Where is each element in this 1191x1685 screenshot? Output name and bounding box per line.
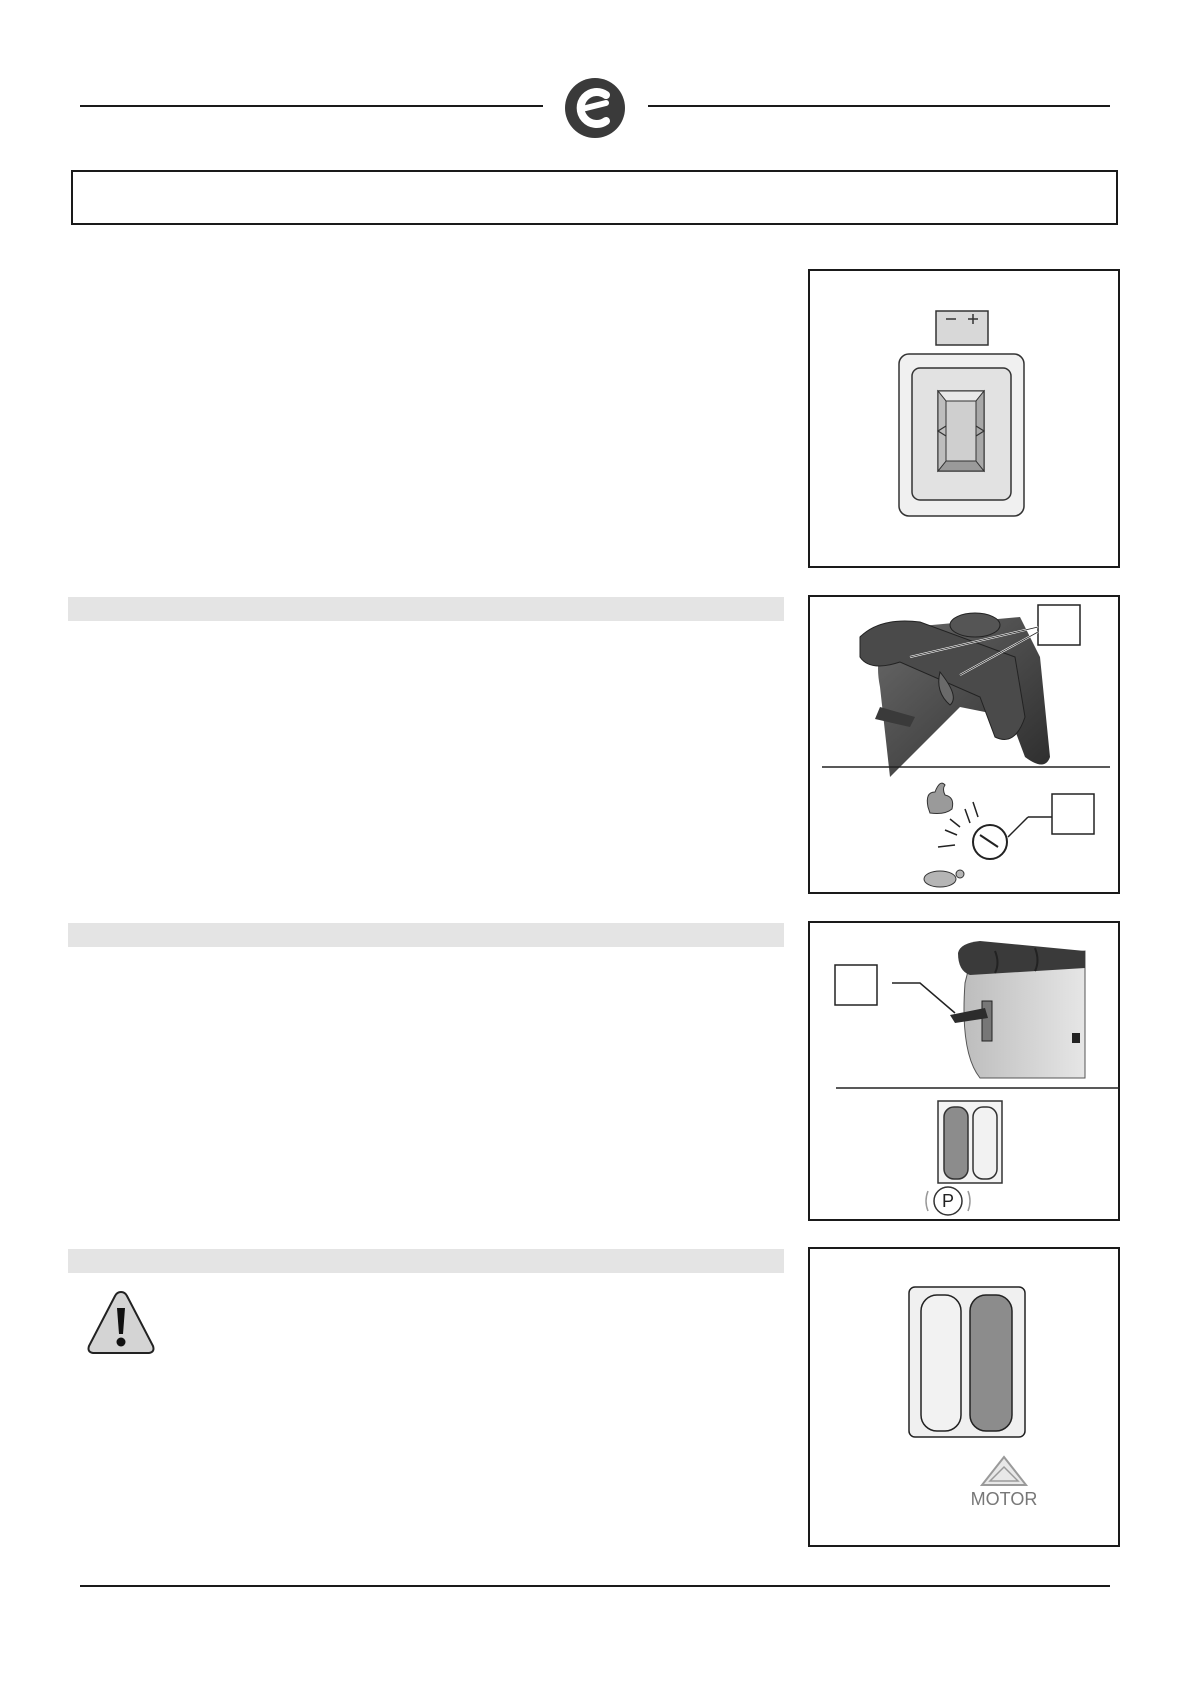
figure-parking-brake — [808, 921, 1120, 1221]
section-bar-motor-warning — [68, 1249, 784, 1273]
motor-symbol-label: MOTOR — [970, 1489, 1038, 1509]
parking-brake-lever-icon — [810, 923, 1122, 1223]
brand-logo-icon — [562, 75, 628, 141]
section-bar-parking-brake — [68, 923, 784, 947]
figure-motor-indicator — [808, 1247, 1120, 1547]
figure-speed-selector — [808, 595, 1120, 894]
title-box — [71, 170, 1118, 225]
section-bar-speed — [68, 597, 784, 621]
speed-selector-icon — [810, 597, 1122, 896]
battery-indicator-icon — [810, 271, 1122, 570]
header-rule-right — [648, 105, 1110, 107]
warning-triangle-icon — [85, 1288, 157, 1358]
parking-symbol-letter: P — [941, 1191, 955, 1211]
header-rule-left — [80, 105, 543, 107]
footer-rule — [80, 1585, 1110, 1587]
figure-battery — [808, 269, 1120, 568]
motor-indicator-icon — [810, 1249, 1122, 1549]
